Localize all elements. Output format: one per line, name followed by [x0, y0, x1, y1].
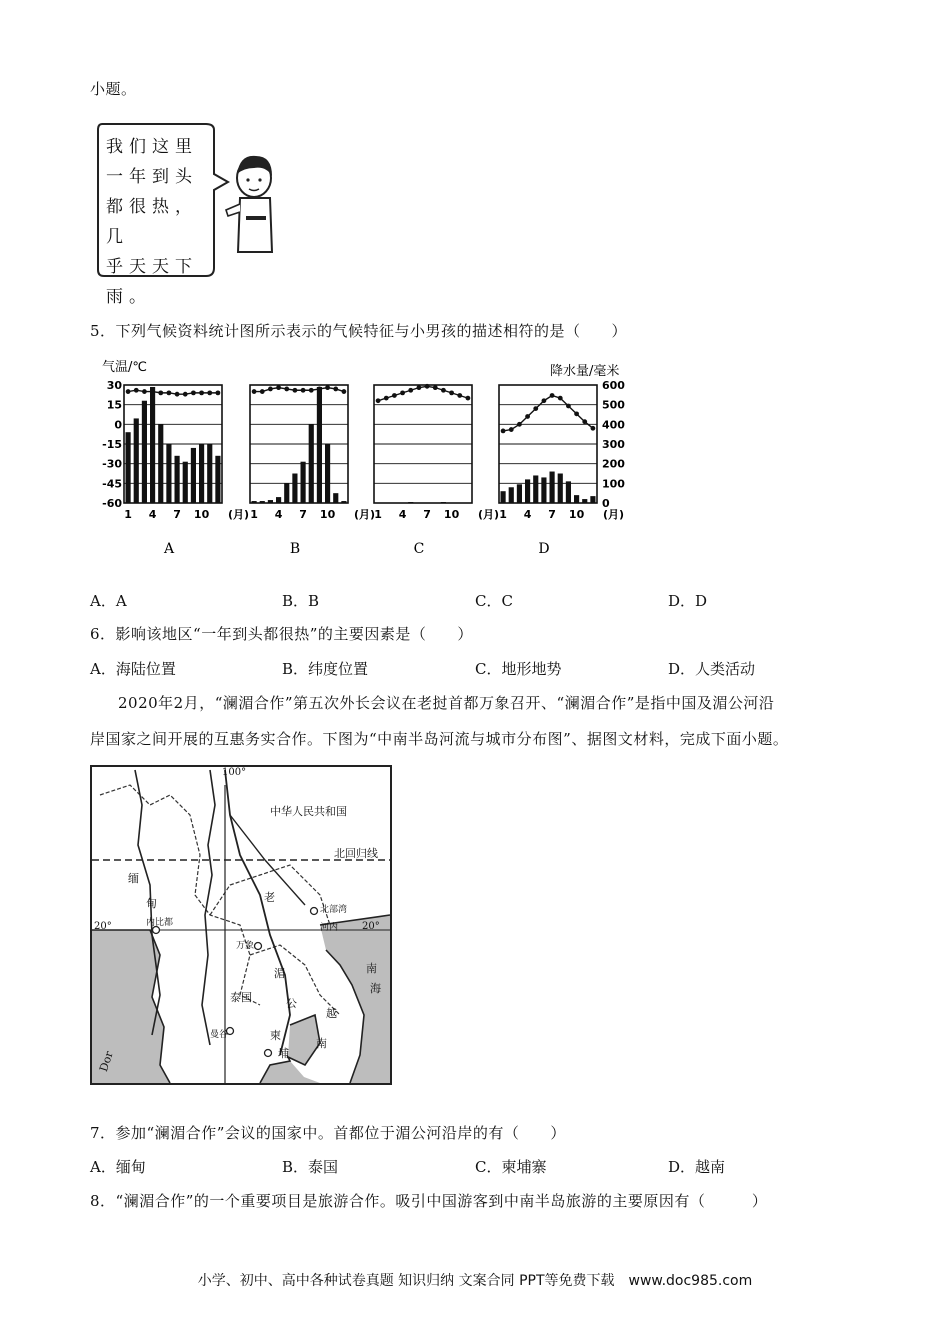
x-tick-label: 10	[319, 508, 336, 521]
temp-point	[466, 396, 471, 401]
temp-point	[325, 385, 330, 390]
q8-stem: 8．“澜湄合作”的一个重要项目是旅游合作。吸引中国游客到中南半岛旅游的主要原因有（ ）	[90, 1192, 768, 1210]
temp-tick-label: 15	[106, 398, 122, 412]
temp-tick-label: -60	[102, 497, 122, 510]
temp-tick-label: 0	[114, 418, 122, 432]
precip-bar	[276, 497, 281, 503]
precip-bar	[301, 462, 306, 503]
q6-option-c: C．地形地势	[475, 660, 562, 678]
temp-point	[384, 396, 389, 401]
q6-option-d: D．人类活动	[668, 660, 756, 678]
temp-point	[533, 406, 538, 411]
precip-bar	[166, 444, 171, 503]
precip-bar	[517, 484, 522, 503]
q6-option-a: A．海陆位置	[90, 660, 176, 678]
map-label-myanmar-2: 甸	[146, 897, 157, 910]
precip-bar	[550, 472, 555, 503]
q6-option-b: B．纬度位置	[282, 660, 369, 678]
x-tick-label: 1	[124, 508, 132, 521]
precip-bar	[142, 401, 147, 503]
map-label-mekong-1: 湄	[274, 967, 285, 980]
temp-point	[542, 398, 547, 403]
temp-point	[207, 390, 212, 395]
x-unit-label: (月)	[354, 508, 376, 521]
panel-name-label: B	[289, 541, 301, 557]
temp-point	[301, 388, 306, 393]
map-label-vietnam-1: 越	[326, 1007, 337, 1020]
precip-bar	[252, 501, 257, 503]
temp-point	[309, 388, 314, 393]
q7-option-c: C．柬埔寨	[475, 1158, 547, 1176]
temp-point	[260, 389, 265, 394]
precip-tick-label: 400	[602, 418, 625, 432]
x-tick-label: 1	[250, 508, 258, 521]
precip-bar	[408, 502, 413, 503]
temp-tick-label: -45	[102, 477, 122, 491]
precip-bar	[268, 500, 273, 503]
precip-axis-label: 降水量/毫米	[550, 364, 620, 379]
precip-bar	[260, 501, 265, 503]
panel-name-label: C	[413, 541, 425, 557]
x-tick-label: 10	[443, 508, 460, 521]
temp-tick-label: 30	[106, 379, 122, 392]
q7-option-a: A．缅甸	[90, 1158, 146, 1176]
x-tick-label: 7	[548, 508, 556, 521]
temp-point	[400, 390, 405, 395]
map-label-sea-2: 海	[370, 982, 381, 995]
precip-tick-label: 300	[602, 438, 625, 451]
temp-point	[183, 392, 188, 397]
x-tick-label: 4	[398, 508, 407, 521]
precip-tick-label: 0	[602, 497, 610, 510]
indochina-map	[90, 765, 392, 1085]
temp-point	[317, 387, 322, 392]
passage-line-1: 2020年2月，“澜湄合作”第五次外长会议在老挝首都万象召开、“澜湄合作”是指中国及湄公河沿	[118, 694, 775, 712]
temp-point	[150, 389, 155, 394]
precip-bar	[191, 448, 196, 503]
precip-bar	[525, 479, 530, 503]
temp-point	[509, 427, 514, 432]
temp-point	[417, 385, 422, 390]
temp-point	[425, 384, 430, 389]
map-label-bangkok: 曼谷	[210, 1030, 229, 1040]
x-tick-label: 7	[423, 508, 431, 521]
q5-stem: 5．下列气候资料统计图所示表示的气候特征与小男孩的描述相符的是（ ）	[90, 322, 628, 340]
map-label-hanoi: 河内	[320, 923, 339, 933]
temp-tick-label: -15	[102, 438, 122, 451]
climate-charts-svg	[94, 355, 634, 570]
temp-point	[591, 426, 596, 431]
precip-bar	[215, 456, 220, 503]
temp-point	[550, 393, 555, 398]
precip-bar	[134, 418, 139, 503]
temp-point	[134, 388, 139, 393]
speech-line: 都很热，几	[106, 197, 198, 247]
map-label-laos: 老	[264, 891, 275, 904]
temp-point	[167, 390, 172, 395]
precip-bar	[325, 444, 330, 503]
map-label-vietnam-2: 南	[316, 1037, 327, 1050]
temp-point	[457, 393, 462, 398]
temp-point	[216, 390, 221, 395]
precip-bar	[126, 432, 131, 503]
speech-line: 乎天天下	[106, 257, 198, 277]
map-label-cambodia-1: 柬	[270, 1029, 281, 1042]
x-unit-label: (月)	[603, 508, 625, 521]
map-label-china: 中华人民共和国	[270, 805, 347, 818]
temp-point	[525, 414, 530, 419]
precip-bar	[158, 424, 163, 503]
precip-bar	[558, 474, 563, 504]
q7-option-b: B．泰国	[282, 1158, 339, 1176]
precip-bar	[199, 444, 204, 503]
precip-bar	[341, 501, 346, 503]
precip-bar	[541, 477, 546, 503]
map-label-sea-1: 南	[366, 962, 377, 975]
map-label-lat-right: 20°	[362, 921, 380, 932]
x-tick-label: 4	[274, 508, 283, 521]
precip-bar	[317, 387, 322, 503]
q7-stem: 7．参加“澜湄合作”会议的国家中。首都位于湄公河沿岸的有（ ）	[90, 1124, 566, 1142]
climate-charts	[94, 355, 634, 570]
precip-tick-label: 600	[602, 379, 625, 392]
temp-point	[376, 398, 381, 403]
precip-bar	[183, 462, 188, 503]
x-tick-label: 10	[568, 508, 585, 521]
intro-tail: 小题。	[90, 80, 137, 98]
map-label-vientiane: 万象	[236, 941, 255, 951]
temp-point	[342, 389, 347, 394]
temp-point	[408, 388, 413, 393]
temp-point	[199, 390, 204, 395]
precip-tick-label: 500	[602, 398, 625, 412]
map-label-lat-left: 20°	[94, 921, 112, 932]
speech-text	[106, 132, 214, 312]
temp-point	[441, 388, 446, 393]
precip-bar	[441, 502, 446, 503]
temp-point	[158, 390, 163, 395]
precip-bar	[284, 483, 289, 503]
map-label-naypyidaw: 内比都	[146, 918, 174, 928]
q5-option-c: C．C	[475, 592, 513, 610]
temp-point	[284, 387, 289, 392]
temp-point	[449, 390, 454, 395]
q5-option-b: B．B	[282, 592, 320, 610]
map-label-myanmar-1: 缅	[128, 872, 139, 885]
temp-point	[268, 387, 273, 392]
precip-bar	[207, 444, 212, 503]
precip-tick-label: 100	[602, 477, 625, 491]
panel-name-label: A	[163, 541, 175, 557]
temp-point	[175, 392, 180, 397]
temp-point	[582, 419, 587, 424]
precip-bar	[566, 481, 571, 503]
precip-tick-label: 200	[602, 457, 625, 471]
temp-point	[566, 404, 571, 409]
temp-point	[392, 393, 397, 398]
q7-option-d: D．越南	[668, 1158, 726, 1176]
temp-point	[333, 387, 338, 392]
precip-bar	[574, 495, 579, 503]
q5-option-a: A．A	[90, 592, 127, 610]
precip-bar	[175, 456, 180, 503]
x-tick-label: 1	[499, 508, 507, 521]
x-tick-label: 4	[523, 508, 532, 521]
precip-bar	[333, 493, 338, 503]
map-label-lon: 100°	[222, 767, 247, 778]
precip-bar	[150, 387, 155, 503]
passage-line-2: 岸国家之间开展的互惠务实合作。下图为“中南半岛河流与城市分布图”、据图文材料，完成下面小题。	[90, 730, 789, 748]
x-tick-label: 1	[374, 508, 382, 521]
precip-bar	[501, 491, 506, 503]
panel-name-label: D	[538, 541, 550, 557]
temp-point	[574, 411, 579, 416]
x-unit-label: (月)	[478, 508, 500, 521]
temp-tick-label: -30	[102, 457, 122, 471]
temp-point	[501, 428, 506, 433]
precip-bar	[292, 474, 297, 504]
temp-point	[191, 390, 196, 395]
speech-line: 一年到头	[106, 167, 198, 187]
speech-line: 雨。	[106, 287, 152, 307]
map-label-cambodia-2: 埔	[278, 1047, 289, 1060]
x-tick-label: 7	[299, 508, 307, 521]
map-label-tropic: 北回归线	[334, 847, 378, 860]
temp-point	[276, 385, 281, 390]
temp-point	[293, 388, 298, 393]
x-unit-label: (月)	[228, 508, 250, 521]
temp-point	[126, 389, 131, 394]
temp-point	[517, 422, 522, 427]
map-stamp: Dor	[96, 1049, 116, 1074]
x-tick-label: 10	[193, 508, 210, 521]
page-footer: 小学、初中、高中各种试卷真题 知识归纳 文案合同 PPT等免费下载 www.doc985.com	[197, 1273, 753, 1289]
precip-bar	[582, 499, 587, 503]
map-label-mekong-2: 公	[286, 997, 297, 1010]
map-label-thailand: 泰国	[230, 991, 252, 1004]
map-label-gulf: 北部湾	[320, 905, 348, 915]
precip-bar	[533, 475, 538, 503]
precip-bar	[309, 424, 314, 503]
precip-bar	[590, 496, 595, 503]
temp-point	[433, 385, 438, 390]
speech-line: 我们这里	[106, 137, 198, 157]
q6-stem: 6．影响该地区“一年到头都很热”的主要因素是（ ）	[90, 625, 473, 643]
temp-point	[252, 389, 257, 394]
x-tick-label: 7	[173, 508, 181, 521]
temp-point	[142, 389, 147, 394]
temp-axis-label: 气温/℃	[102, 360, 147, 375]
precip-bar	[509, 487, 514, 503]
temp-point	[558, 396, 563, 401]
q5-option-d: D．D	[668, 592, 708, 610]
x-tick-label: 4	[148, 508, 157, 521]
